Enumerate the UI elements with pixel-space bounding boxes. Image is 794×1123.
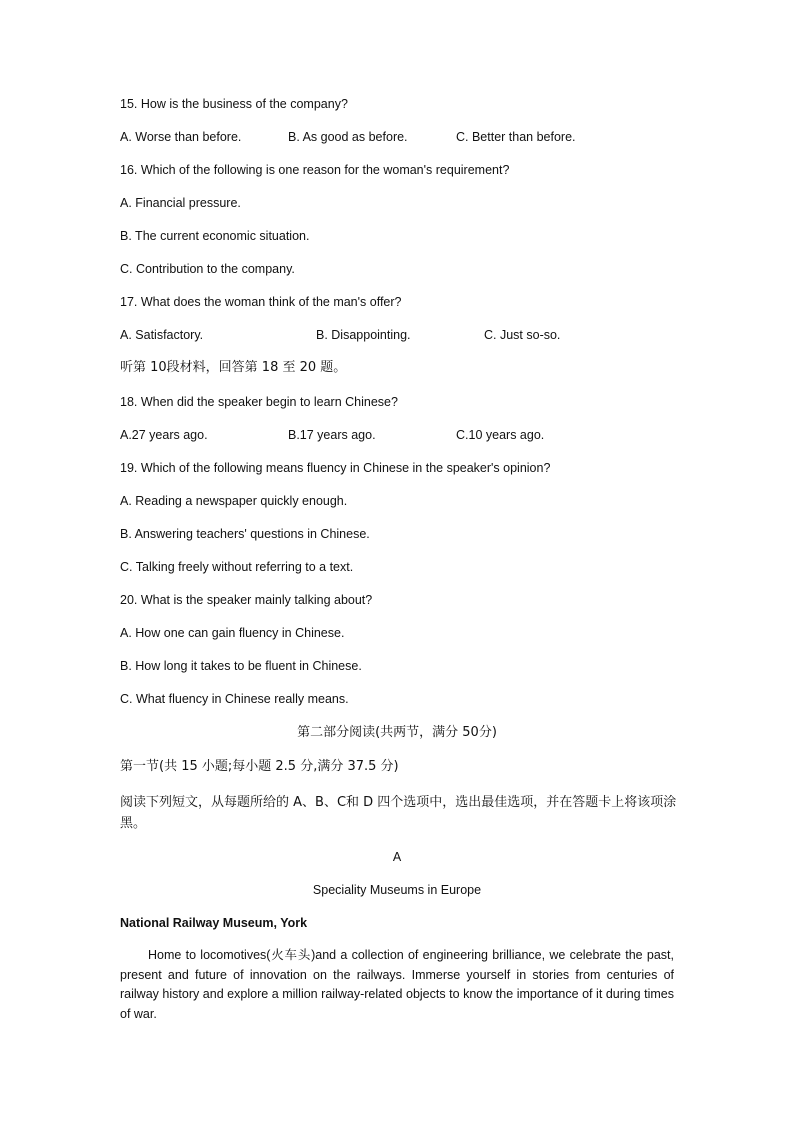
q17-option-b: B. Disappointing. [316, 328, 411, 342]
part-2-title: 第二部分阅读(共两节，满分 50分) [297, 725, 497, 740]
q17-option-a: A. Satisfactory. [120, 328, 204, 342]
q16-option-c: C. Contribution to the company. [120, 262, 295, 276]
question-18: 18. When did the speaker begin to learn Chinese? [120, 395, 398, 409]
q16-option-a: A. Financial pressure. [120, 196, 241, 210]
question-15: 15. How is the business of the company? [120, 97, 348, 111]
q16-option-b: B. The current economic situation. [120, 229, 310, 243]
q17-option-c: C. Just so-so. [484, 328, 561, 342]
question-19: 19. Which of the following means fluency in Chinese in the speaker's opinion? [120, 461, 551, 475]
museum-1-title: National Railway Museum, York [120, 916, 308, 930]
q18-option-a: A.27 years ago. [120, 428, 208, 442]
passage-label: A [392, 850, 402, 864]
q18-option-b: B.17 years ago. [288, 428, 376, 442]
q15-option-c: C. Better than before. [456, 130, 576, 144]
q20-option-b: B. How long it takes to be fluent in Chinese. [120, 659, 362, 673]
q20-option-a: A. How one can gain fluency in Chinese. [120, 626, 345, 640]
q15-option-a: A. Worse than before. [120, 130, 242, 144]
museum-1-paragraph: Home to locomotives(火车头)and a collection of engineering brilliance, we celebrate the past, present and future of innovation on the railways. Immerse yourself in stories from centuries of railway history and explore a million railway-related objects to know the importance of it during times of war. [120, 948, 674, 1022]
section-1-title: 第一节(共 15 小题;每小题 2.5 分,满分 37.5 分) [120, 759, 399, 774]
q15-option-b: B. As good as before. [288, 130, 408, 144]
question-17: 17. What does the woman think of the man's offer? [120, 295, 402, 309]
q19-option-a: A. Reading a newspaper quickly enough. [120, 494, 348, 508]
q18-option-c: C.10 years ago. [456, 428, 545, 442]
passage-title: Speciality Museums in Europe [312, 883, 482, 897]
question-20: 20. What is the speaker mainly talking about? [120, 593, 373, 607]
reading-instruction: 阅读下列短文，从每题所给的 A、B、C和 D 四个选项中，选出最佳选项，并在答题卡上将该项涂黑。 [120, 795, 677, 831]
question-16: 16. Which of the following is one reason for the woman's requirement? [120, 163, 510, 177]
q19-option-c: C. Talking freely without referring to a text. [120, 560, 354, 574]
q20-option-c: C. What fluency in Chinese really means. [120, 692, 349, 706]
section-10-instruction: 听第 10段材料，回答第 18 至 20 题。 [120, 360, 347, 375]
q19-option-b: B. Answering teachers' questions in Chinese. [120, 527, 370, 541]
